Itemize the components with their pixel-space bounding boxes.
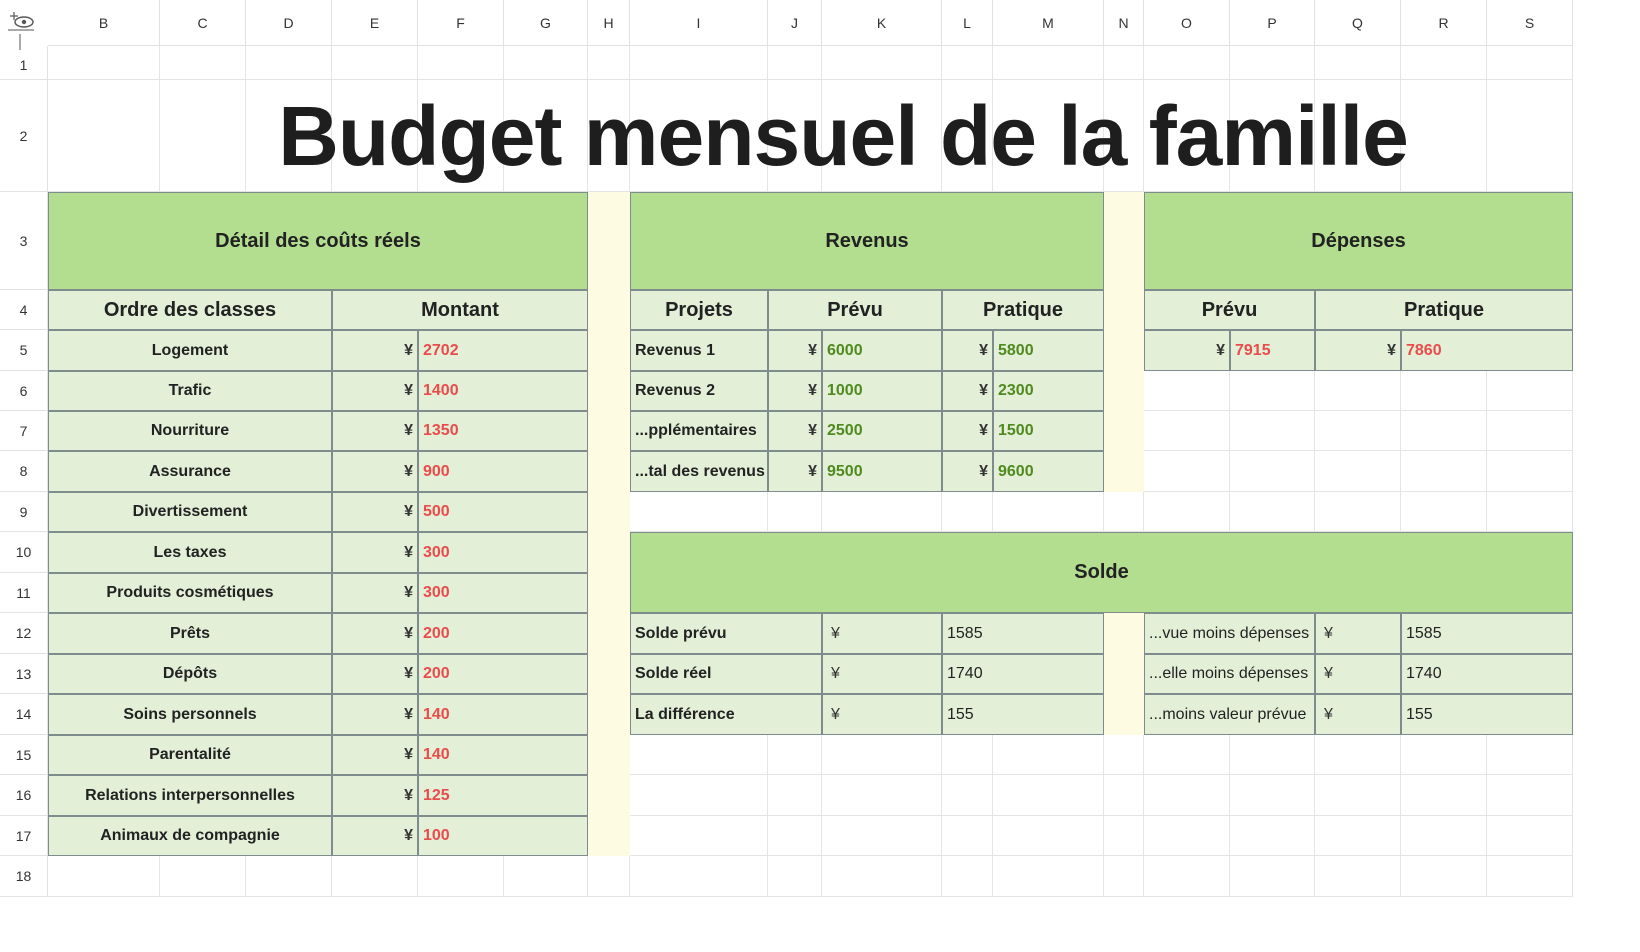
balance-desc-currency[interactable]: ¥ (1315, 613, 1401, 654)
grid-cell[interactable] (1487, 451, 1573, 492)
grid-cell[interactable] (822, 856, 942, 897)
grid-cell[interactable] (942, 856, 993, 897)
grid-cell[interactable] (822, 816, 942, 856)
revenue-actual[interactable]: 5800 (993, 330, 1104, 371)
grid-cell[interactable] (1315, 492, 1401, 532)
balance-value[interactable]: 155 (942, 694, 1104, 735)
grid-cell[interactable] (942, 735, 993, 775)
balance-desc-currency[interactable]: ¥ (1315, 654, 1401, 694)
revenues-col-planned[interactable]: Prévu (768, 290, 942, 330)
grid-cell[interactable] (1401, 856, 1487, 897)
cost-currency[interactable]: ¥ (332, 613, 418, 654)
grid-cell[interactable] (1104, 46, 1144, 80)
grid-cell[interactable] (1401, 816, 1487, 856)
row-header-17[interactable]: 17 (0, 816, 48, 856)
cost-currency[interactable]: ¥ (332, 775, 418, 816)
revenue-actual-currency[interactable]: ¥ (942, 451, 993, 492)
grid-cell[interactable] (1104, 735, 1144, 775)
grid-cell[interactable] (1144, 775, 1230, 816)
revenue-label[interactable]: Revenus 1 (630, 330, 768, 371)
costs-col-amount[interactable]: Montant (332, 290, 588, 330)
cost-amount[interactable]: 125 (418, 775, 588, 816)
column-header-h[interactable]: H (588, 0, 630, 46)
column-header-l[interactable]: L (942, 0, 993, 46)
balance-desc-value[interactable]: 1585 (1401, 613, 1573, 654)
grid-cell[interactable] (588, 46, 630, 80)
grid-cell[interactable] (822, 775, 942, 816)
grid-cell[interactable] (630, 46, 768, 80)
cost-amount[interactable]: 1400 (418, 371, 588, 411)
grid-cell[interactable] (1315, 775, 1401, 816)
column-header-m[interactable]: M (993, 0, 1104, 46)
cost-amount[interactable]: 500 (418, 492, 588, 532)
grid-cell[interactable] (1144, 371, 1230, 411)
expenses-col-planned[interactable]: Prévu (1144, 290, 1315, 330)
row-header-16[interactable]: 16 (0, 775, 48, 816)
row-header-8[interactable]: 8 (0, 451, 48, 492)
cost-amount[interactable]: 100 (418, 816, 588, 856)
cost-currency[interactable]: ¥ (332, 451, 418, 492)
grid-cell[interactable] (1315, 735, 1401, 775)
cost-currency[interactable]: ¥ (332, 573, 418, 613)
row-header-14[interactable]: 14 (0, 694, 48, 735)
revenue-actual[interactable]: 2300 (993, 371, 1104, 411)
balance-label[interactable]: Solde prévu (630, 613, 822, 654)
cost-category[interactable]: Nourriture (48, 411, 332, 451)
revenue-label[interactable]: ...pplémentaires (630, 411, 768, 451)
grid-cell[interactable] (1487, 856, 1573, 897)
grid-cell[interactable] (1230, 492, 1315, 532)
column-header-e[interactable]: E (332, 0, 418, 46)
column-header-c[interactable]: C (160, 0, 246, 46)
grid-cell[interactable] (1230, 856, 1315, 897)
column-header-p[interactable]: P (1230, 0, 1315, 46)
grid-cell[interactable] (630, 735, 768, 775)
grid-cell[interactable] (504, 46, 588, 80)
revenue-actual[interactable]: 1500 (993, 411, 1104, 451)
column-header-k[interactable]: K (822, 0, 942, 46)
row-header-6[interactable]: 6 (0, 371, 48, 411)
row-header-12[interactable]: 12 (0, 613, 48, 654)
revenues-header[interactable]: Revenus (630, 192, 1104, 290)
spacer-column (1104, 192, 1144, 492)
grid-cell[interactable] (1401, 451, 1487, 492)
balance-currency[interactable]: ¥ (822, 613, 942, 654)
column-header-o[interactable]: O (1144, 0, 1230, 46)
column-header-s[interactable]: S (1487, 0, 1573, 46)
grid-cell[interactable] (630, 816, 768, 856)
grid-cell[interactable] (1315, 371, 1401, 411)
grid-cell[interactable] (768, 856, 822, 897)
cost-category[interactable]: Prêts (48, 613, 332, 654)
grid-cell[interactable] (1104, 856, 1144, 897)
balance-desc-value[interactable]: 155 (1401, 694, 1573, 735)
grid-cell[interactable] (1401, 775, 1487, 816)
grid-cell[interactable] (993, 492, 1104, 532)
revenues-col-actual[interactable]: Pratique (942, 290, 1104, 330)
row-header-5[interactable]: 5 (0, 330, 48, 371)
balance-desc[interactable]: ...vue moins dépenses (1144, 613, 1315, 654)
grid-cell[interactable] (822, 46, 942, 80)
grid-cell[interactable] (160, 856, 246, 897)
cost-category[interactable]: Produits cosmétiques (48, 573, 332, 613)
expenses-header[interactable]: Dépenses (1144, 192, 1573, 290)
grid-cell[interactable] (768, 816, 822, 856)
grid-cell[interactable] (1487, 492, 1573, 532)
grid-cell[interactable] (1230, 775, 1315, 816)
grid-cell[interactable] (1401, 371, 1487, 411)
row-header-11[interactable]: 11 (0, 573, 48, 613)
balance-value[interactable]: 1585 (942, 613, 1104, 654)
balance-currency[interactable]: ¥ (822, 694, 942, 735)
grid-cell[interactable] (1487, 46, 1573, 80)
sheet-title[interactable]: Budget mensuel de la famille (278, 88, 1408, 183)
column-header-b[interactable]: B (48, 0, 160, 46)
column-header-n[interactable]: N (1104, 0, 1144, 46)
revenue-planned[interactable]: 1000 (822, 371, 942, 411)
cost-currency[interactable]: ¥ (332, 735, 418, 775)
cost-category[interactable]: Trafic (48, 371, 332, 411)
grid-cell[interactable] (630, 775, 768, 816)
row-header-18[interactable]: 18 (0, 856, 48, 897)
expense-planned[interactable]: 7915 (1230, 330, 1315, 371)
balance-value[interactable]: 1740 (942, 654, 1104, 694)
cost-amount[interactable]: 140 (418, 735, 588, 775)
grid-cell[interactable] (1144, 856, 1230, 897)
grid-cell[interactable] (1487, 411, 1573, 451)
expense-planned-currency[interactable]: ¥ (1144, 330, 1230, 371)
revenue-actual-currency[interactable]: ¥ (942, 371, 993, 411)
grid-cell[interactable] (1144, 816, 1230, 856)
grid-cell[interactable] (1230, 451, 1315, 492)
grid-cell[interactable] (768, 735, 822, 775)
balance-label[interactable]: Solde réel (630, 654, 822, 694)
cost-category[interactable]: Dépôts (48, 654, 332, 694)
revenue-planned-currency[interactable]: ¥ (768, 330, 822, 371)
grid-cell[interactable] (768, 775, 822, 816)
cost-currency[interactable]: ¥ (332, 411, 418, 451)
grid-cell[interactable] (822, 735, 942, 775)
grid-cell[interactable] (1487, 816, 1573, 856)
grid-cell[interactable] (1144, 735, 1230, 775)
balance-desc[interactable]: ...elle moins dépenses (1144, 654, 1315, 694)
cost-category[interactable]: Animaux de compagnie (48, 816, 332, 856)
balance-header[interactable]: Solde (630, 532, 1573, 613)
grid-cell[interactable] (1144, 411, 1230, 451)
grid-cell[interactable] (1144, 451, 1230, 492)
grid-cell[interactable] (1230, 46, 1315, 80)
cost-amount[interactable]: 200 (418, 654, 588, 694)
grid-cell[interactable] (993, 735, 1104, 775)
grid-cell[interactable] (1230, 411, 1315, 451)
cost-amount[interactable]: 1350 (418, 411, 588, 451)
grid-cell[interactable] (1401, 735, 1487, 775)
grid-cell[interactable] (1401, 492, 1487, 532)
grid-cell[interactable] (1230, 371, 1315, 411)
spacer-column (1104, 613, 1144, 735)
row-header-3[interactable]: 3 (0, 192, 48, 290)
grid-cell[interactable] (588, 856, 630, 897)
cost-amount[interactable]: 300 (418, 573, 588, 613)
grid-cell[interactable] (1315, 856, 1401, 897)
grid-cell[interactable] (160, 46, 246, 80)
cost-amount[interactable]: 140 (418, 694, 588, 735)
grid-cell[interactable] (1487, 775, 1573, 816)
grid-cell[interactable] (993, 46, 1104, 80)
grid-cell[interactable] (418, 46, 504, 80)
row-header-2[interactable]: 2 (0, 80, 48, 192)
grid-cell[interactable] (1487, 371, 1573, 411)
grid-cell[interactable] (504, 856, 588, 897)
grid-cell[interactable] (246, 46, 332, 80)
row-header-9[interactable]: 9 (0, 492, 48, 532)
balance-desc-currency[interactable]: ¥ (1315, 694, 1401, 735)
grid-cell[interactable] (993, 816, 1104, 856)
grid-cell[interactable] (1104, 775, 1144, 816)
column-header-g[interactable]: G (504, 0, 588, 46)
costs-col-category[interactable]: Ordre des classes (48, 290, 332, 330)
row-header-4[interactable]: 4 (0, 290, 48, 330)
expenses-col-actual[interactable]: Pratique (1315, 290, 1573, 330)
cost-category[interactable]: Soins personnels (48, 694, 332, 735)
revenue-planned[interactable]: 2500 (822, 411, 942, 451)
cost-currency[interactable]: ¥ (332, 694, 418, 735)
cost-category[interactable]: Logement (48, 330, 332, 371)
revenue-actual-currency[interactable]: ¥ (942, 330, 993, 371)
cost-currency[interactable]: ¥ (332, 532, 418, 573)
row-header-10[interactable]: 10 (0, 532, 48, 573)
grid-cell[interactable] (1315, 46, 1401, 80)
grid-cell[interactable] (332, 856, 418, 897)
grid-cell[interactable] (1487, 735, 1573, 775)
grid-cell[interactable] (822, 492, 942, 532)
cost-currency[interactable]: ¥ (332, 330, 418, 371)
revenue-label[interactable]: ...tal des revenus (630, 451, 768, 492)
grid-cell[interactable] (418, 856, 504, 897)
column-header-i[interactable]: I (630, 0, 768, 46)
grid-cell[interactable] (1315, 451, 1401, 492)
cost-amount[interactable]: 2702 (418, 330, 588, 371)
cost-category[interactable]: Parentalité (48, 735, 332, 775)
balance-desc-value[interactable]: 1740 (1401, 654, 1573, 694)
select-all-icon[interactable] (4, 8, 40, 52)
grid-cell[interactable] (942, 492, 993, 532)
grid-cell[interactable] (1144, 46, 1230, 80)
costs-header[interactable]: Détail des coûts réels (48, 192, 588, 290)
grid-cell[interactable] (1104, 816, 1144, 856)
grid-cell[interactable] (246, 856, 332, 897)
grid-cell[interactable] (993, 775, 1104, 816)
grid-cell[interactable] (48, 46, 160, 80)
balance-currency[interactable]: ¥ (822, 654, 942, 694)
grid-cell[interactable] (1315, 411, 1401, 451)
grid-cell[interactable] (942, 46, 993, 80)
cost-amount[interactable]: 300 (418, 532, 588, 573)
revenue-planned-currency[interactable]: ¥ (768, 451, 822, 492)
cost-category[interactable]: Les taxes (48, 532, 332, 573)
balance-desc[interactable]: ...moins valeur prévue (1144, 694, 1315, 735)
grid-cell[interactable] (630, 492, 768, 532)
balance-label[interactable]: La différence (630, 694, 822, 735)
cost-category[interactable]: Divertissement (48, 492, 332, 532)
grid-cell[interactable] (768, 46, 822, 80)
column-header-d[interactable]: D (246, 0, 332, 46)
revenue-planned[interactable]: 9500 (822, 451, 942, 492)
row-header-15[interactable]: 15 (0, 735, 48, 775)
cost-category[interactable]: Assurance (48, 451, 332, 492)
grid-cell[interactable] (48, 856, 160, 897)
cost-category[interactable]: Relations interpersonnelles (48, 775, 332, 816)
cost-currency[interactable]: ¥ (332, 654, 418, 694)
column-header-q[interactable]: Q (1315, 0, 1401, 46)
grid-cell[interactable] (993, 856, 1104, 897)
column-header-f[interactable]: F (418, 0, 504, 46)
grid-cell[interactable] (1401, 411, 1487, 451)
revenue-actual-currency[interactable]: ¥ (942, 411, 993, 451)
grid-cell[interactable] (1104, 492, 1144, 532)
expense-actual-currency[interactable]: ¥ (1315, 330, 1401, 371)
grid-cell[interactable] (1144, 492, 1230, 532)
revenue-label[interactable]: Revenus 2 (630, 371, 768, 411)
cost-amount[interactable]: 900 (418, 451, 588, 492)
grid-cell[interactable] (1315, 816, 1401, 856)
grid-cell[interactable] (1401, 46, 1487, 80)
grid-cell[interactable] (942, 816, 993, 856)
row-header-1[interactable]: 1 (0, 46, 48, 80)
revenue-planned[interactable]: 6000 (822, 330, 942, 371)
cost-currency[interactable]: ¥ (332, 816, 418, 856)
grid-cell[interactable] (942, 775, 993, 816)
cost-currency[interactable]: ¥ (332, 371, 418, 411)
grid-cell[interactable] (1230, 816, 1315, 856)
spacer-column (588, 192, 630, 856)
revenues-col-projects[interactable]: Projets (630, 290, 768, 330)
cost-amount[interactable]: 200 (418, 613, 588, 654)
grid-cell[interactable] (332, 46, 418, 80)
revenue-planned-currency[interactable]: ¥ (768, 411, 822, 451)
expense-actual[interactable]: 7860 (1401, 330, 1573, 371)
grid-cell[interactable] (1230, 735, 1315, 775)
revenue-planned-currency[interactable]: ¥ (768, 371, 822, 411)
cost-currency[interactable]: ¥ (332, 492, 418, 532)
grid-cell[interactable] (768, 492, 822, 532)
row-header-13[interactable]: 13 (0, 654, 48, 694)
revenue-actual[interactable]: 9600 (993, 451, 1104, 492)
column-header-j[interactable]: J (768, 0, 822, 46)
row-header-7[interactable]: 7 (0, 411, 48, 451)
column-header-r[interactable]: R (1401, 0, 1487, 46)
grid-cell[interactable] (630, 856, 768, 897)
